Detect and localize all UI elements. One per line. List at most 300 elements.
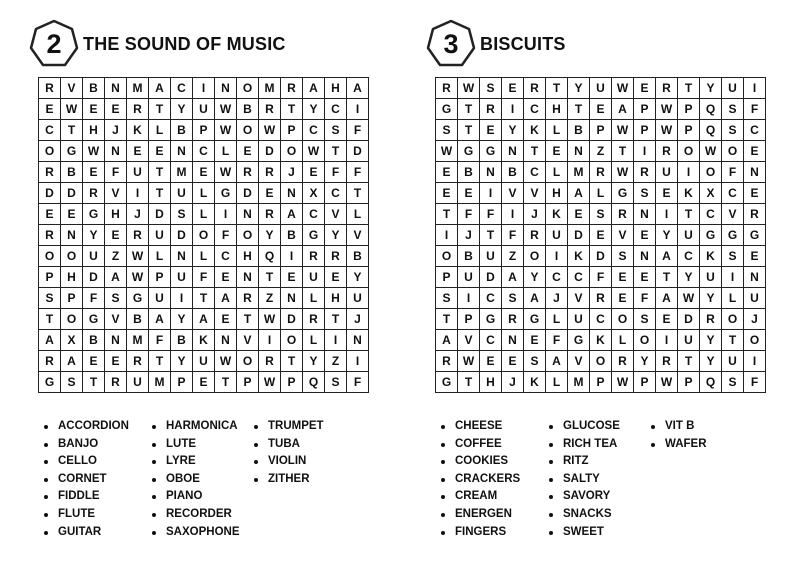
grid-cell: A xyxy=(215,288,237,309)
grid-cell: B xyxy=(171,330,193,351)
grid-cell: T xyxy=(259,267,281,288)
grid-cell: N xyxy=(347,330,369,351)
grid-cell: A xyxy=(436,330,458,351)
grid-cell: V xyxy=(722,204,744,225)
grid-cell: E xyxy=(237,141,259,162)
grid-cell: J xyxy=(105,120,127,141)
word-item: RITZ xyxy=(547,453,649,471)
grid-cell: U xyxy=(127,372,149,393)
grid-cell: S xyxy=(634,309,656,330)
grid-cell: V xyxy=(458,330,480,351)
grid-cell: W xyxy=(612,120,634,141)
grid-cell: E xyxy=(634,78,656,99)
grid-cell: F xyxy=(149,330,171,351)
grid-cell: W xyxy=(259,120,281,141)
grid-cell: G xyxy=(39,372,61,393)
grid-cell: C xyxy=(325,99,347,120)
grid-cell: V xyxy=(568,288,590,309)
grid-cell: T xyxy=(149,183,171,204)
grid-cell: T xyxy=(61,120,83,141)
grid-cell: V xyxy=(61,78,83,99)
grid-cell: W xyxy=(458,78,480,99)
grid-cell: B xyxy=(347,246,369,267)
word-item: CHEESE xyxy=(439,418,547,436)
grid-cell: O xyxy=(524,246,546,267)
grid-cell: E xyxy=(656,183,678,204)
grid-cell: K xyxy=(678,183,700,204)
grid-cell: G xyxy=(458,141,480,162)
grid-cell: E xyxy=(325,267,347,288)
grid-cell: B xyxy=(83,330,105,351)
word-item: ACCORDION xyxy=(42,418,150,436)
grid-cell: T xyxy=(458,120,480,141)
grid-cell: U xyxy=(458,267,480,288)
grid-cell: Y xyxy=(171,99,193,120)
grid-cell: L xyxy=(193,183,215,204)
grid-cell: O xyxy=(744,330,766,351)
grid-cell: C xyxy=(744,120,766,141)
grid-cell: N xyxy=(281,183,303,204)
word-list xyxy=(439,418,749,541)
word-item: COFFEE xyxy=(439,436,547,454)
grid-cell: R xyxy=(612,351,634,372)
grid-cell: V xyxy=(502,183,524,204)
grid-cell: L xyxy=(546,372,568,393)
grid-cell: F xyxy=(480,204,502,225)
grid-cell: A xyxy=(568,183,590,204)
grid-cell: C xyxy=(700,204,722,225)
grid-cell: E xyxy=(281,267,303,288)
grid-cell: P xyxy=(436,267,458,288)
grid-cell: G xyxy=(436,99,458,120)
word-item: ZITHER xyxy=(252,471,352,489)
grid-cell: Y xyxy=(700,330,722,351)
grid-cell: S xyxy=(480,78,502,99)
grid-cell: U xyxy=(656,162,678,183)
grid-cell: T xyxy=(193,288,215,309)
grid-cell: N xyxy=(171,246,193,267)
grid-cell: E xyxy=(61,204,83,225)
grid-cell: F xyxy=(590,267,612,288)
grid-cell: L xyxy=(722,288,744,309)
grid-cell: F xyxy=(744,99,766,120)
grid-cell: G xyxy=(480,141,502,162)
grid-cell: D xyxy=(237,183,259,204)
grid-cell: T xyxy=(678,351,700,372)
grid-cell: A xyxy=(303,78,325,99)
grid-cell: D xyxy=(171,225,193,246)
grid-cell: E xyxy=(524,330,546,351)
grid-cell: O xyxy=(281,141,303,162)
grid-cell: C xyxy=(480,330,502,351)
grid-cell: G xyxy=(83,204,105,225)
grid-cell: A xyxy=(656,246,678,267)
word-column xyxy=(547,418,649,541)
word-item: SWEET xyxy=(547,524,649,542)
grid-cell: U xyxy=(127,162,149,183)
grid-cell: E xyxy=(502,78,524,99)
grid-cell: I xyxy=(458,288,480,309)
grid-cell: O xyxy=(722,309,744,330)
grid-cell: I xyxy=(215,204,237,225)
grid-cell: T xyxy=(568,99,590,120)
grid-cell: F xyxy=(83,288,105,309)
grid-cell: J xyxy=(546,288,568,309)
grid-cell: E xyxy=(193,372,215,393)
grid-cell: L xyxy=(546,309,568,330)
grid-cell: N xyxy=(237,204,259,225)
grid-cell: C xyxy=(722,183,744,204)
grid-cell: L xyxy=(612,330,634,351)
grid-cell: A xyxy=(149,309,171,330)
grid-cell: T xyxy=(480,225,502,246)
grid-cell: N xyxy=(215,78,237,99)
grid-cell: W xyxy=(127,267,149,288)
grid-cell: F xyxy=(105,162,127,183)
grid-cell: K xyxy=(590,330,612,351)
grid-cell: T xyxy=(149,99,171,120)
word-item: RICH TEA xyxy=(547,436,649,454)
grid-cell: R xyxy=(127,225,149,246)
grid-cell: W xyxy=(215,351,237,372)
grid-cell: T xyxy=(722,330,744,351)
grid-cell: O xyxy=(436,246,458,267)
grid-cell: P xyxy=(149,267,171,288)
puzzle-number-badge xyxy=(28,18,80,70)
grid-cell: E xyxy=(39,99,61,120)
grid-cell: W xyxy=(215,99,237,120)
grid-cell: C xyxy=(590,309,612,330)
grid-cell: D xyxy=(281,309,303,330)
grid-cell: Y xyxy=(700,78,722,99)
grid-cell: V xyxy=(105,183,127,204)
grid-cell: V xyxy=(105,309,127,330)
grid-cell: R xyxy=(634,162,656,183)
grid-cell: R xyxy=(259,162,281,183)
grid-cell: O xyxy=(634,330,656,351)
puzzle-number: 3 xyxy=(443,29,459,59)
grid-cell: P xyxy=(678,372,700,393)
grid-cell: Y xyxy=(259,225,281,246)
grid-cell: C xyxy=(480,288,502,309)
grid-cell: R xyxy=(590,288,612,309)
grid-cell: N xyxy=(744,162,766,183)
grid-cell: Q xyxy=(700,120,722,141)
grid-cell: O xyxy=(281,330,303,351)
grid-cell: T xyxy=(436,309,458,330)
grid-cell: I xyxy=(281,246,303,267)
grid-cell: Q xyxy=(259,246,281,267)
grid-cell: T xyxy=(524,141,546,162)
grid-cell: S xyxy=(325,120,347,141)
grid-cell: G xyxy=(568,330,590,351)
grid-cell: I xyxy=(171,288,193,309)
grid-cell: U xyxy=(678,330,700,351)
grid-cell: S xyxy=(436,120,458,141)
grid-cell: T xyxy=(149,162,171,183)
grid-cell: U xyxy=(722,78,744,99)
grid-cell: G xyxy=(480,309,502,330)
grid-cell: V xyxy=(347,225,369,246)
grid-cell: U xyxy=(744,288,766,309)
grid-cell: O xyxy=(61,246,83,267)
grid-cell: Y xyxy=(700,288,722,309)
grid-cell: R xyxy=(480,99,502,120)
grid-cell: T xyxy=(325,141,347,162)
grid-cell: T xyxy=(215,372,237,393)
grid-cell: C xyxy=(171,78,193,99)
grid-cell: J xyxy=(281,162,303,183)
grid-cell: M xyxy=(127,330,149,351)
grid-cell: O xyxy=(678,141,700,162)
grid-cell: N xyxy=(171,141,193,162)
word-list xyxy=(42,418,352,541)
grid-cell: T xyxy=(149,351,171,372)
puzzle-title: THE SOUND OF MUSIC xyxy=(83,34,286,54)
grid-cell: A xyxy=(193,309,215,330)
grid-cell: I xyxy=(678,162,700,183)
grid-cell: S xyxy=(105,288,127,309)
grid-cell: F xyxy=(502,225,524,246)
grid-cell: G xyxy=(612,183,634,204)
grid-cell: X xyxy=(700,183,722,204)
grid-cell: R xyxy=(105,372,127,393)
grid-cell: Q xyxy=(303,372,325,393)
word-item: SAXOPHONE xyxy=(150,524,252,542)
grid-cell: Y xyxy=(171,309,193,330)
grid-cell: T xyxy=(678,204,700,225)
word-item: VIOLIN xyxy=(252,453,352,471)
grid-cell: Y xyxy=(325,225,347,246)
grid-cell: N xyxy=(105,141,127,162)
grid-cell: Z xyxy=(105,246,127,267)
grid-cell: W xyxy=(303,141,325,162)
grid-cell: T xyxy=(612,141,634,162)
grid-cell: E xyxy=(590,99,612,120)
grid-cell: W xyxy=(656,120,678,141)
grid-cell: O xyxy=(61,309,83,330)
grid-cell: E xyxy=(568,204,590,225)
grid-cell: S xyxy=(524,351,546,372)
grid-cell: H xyxy=(480,372,502,393)
word-item: LUTE xyxy=(150,436,252,454)
grid-cell: P xyxy=(590,120,612,141)
grid-cell: H xyxy=(325,288,347,309)
grid-cell: I xyxy=(259,330,281,351)
grid-cell: K xyxy=(524,372,546,393)
grid-cell: S xyxy=(722,120,744,141)
grid-cell: I xyxy=(744,78,766,99)
grid-cell: Q xyxy=(700,99,722,120)
grid-cell: W xyxy=(259,372,281,393)
grid-cell: D xyxy=(678,309,700,330)
grid-cell: L xyxy=(590,183,612,204)
grid-cell: J xyxy=(127,204,149,225)
grid-cell: R xyxy=(325,246,347,267)
grid-cell: U xyxy=(83,246,105,267)
grid-cell: I xyxy=(546,246,568,267)
grid-cell: C xyxy=(568,267,590,288)
word-item: TUBA xyxy=(252,436,352,454)
grid-cell: T xyxy=(436,204,458,225)
grid-cell: G xyxy=(61,141,83,162)
grid-cell: R xyxy=(39,162,61,183)
grid-cell: U xyxy=(590,78,612,99)
word-column xyxy=(42,418,150,541)
grid-cell: W xyxy=(215,120,237,141)
grid-cell: S xyxy=(171,204,193,225)
grid-cell: V xyxy=(612,225,634,246)
grid-cell: J xyxy=(502,372,524,393)
grid-cell: J xyxy=(744,309,766,330)
grid-cell: C xyxy=(325,183,347,204)
word-item: SALTY xyxy=(547,471,649,489)
word-item: WAFER xyxy=(649,436,749,454)
grid-cell: P xyxy=(458,309,480,330)
grid-cell: U xyxy=(347,288,369,309)
grid-cell: I xyxy=(722,267,744,288)
grid-cell: G xyxy=(700,225,722,246)
grid-cell: S xyxy=(590,204,612,225)
grid-cell: N xyxy=(502,141,524,162)
grid-cell: I xyxy=(325,330,347,351)
grid-cell: E xyxy=(634,267,656,288)
grid-cell: G xyxy=(215,183,237,204)
grid-cell: B xyxy=(502,162,524,183)
grid-cell: I xyxy=(127,183,149,204)
grid-cell: F xyxy=(215,225,237,246)
grid-cell: W xyxy=(436,141,458,162)
grid-cell: Y xyxy=(502,120,524,141)
grid-cell: T xyxy=(458,372,480,393)
grid-cell: P xyxy=(61,288,83,309)
grid-cell: I xyxy=(502,204,524,225)
grid-cell: Z xyxy=(259,288,281,309)
grid-cell: T xyxy=(458,99,480,120)
grid-cell: O xyxy=(722,141,744,162)
grid-cell: L xyxy=(303,288,325,309)
grid-cell: G xyxy=(303,225,325,246)
grid-cell: D xyxy=(259,141,281,162)
grid-cell: F xyxy=(347,120,369,141)
grid-cell: R xyxy=(502,309,524,330)
grid-cell: E xyxy=(458,183,480,204)
grid-cell: U xyxy=(171,183,193,204)
word-item: ENERGEN xyxy=(439,506,547,524)
grid-cell: O xyxy=(612,309,634,330)
grid-cell: I xyxy=(347,99,369,120)
grid-cell: D xyxy=(590,246,612,267)
grid-cell: W xyxy=(127,246,149,267)
grid-cell: R xyxy=(127,99,149,120)
word-item: CORNET xyxy=(42,471,150,489)
grid-cell: N xyxy=(61,225,83,246)
grid-cell: S xyxy=(722,372,744,393)
grid-cell: E xyxy=(744,183,766,204)
grid-cell: T xyxy=(39,309,61,330)
grid-cell: F xyxy=(193,267,215,288)
grid-cell: L xyxy=(347,204,369,225)
grid-cell: S xyxy=(722,99,744,120)
grid-cell: G xyxy=(744,225,766,246)
grid-cell: I xyxy=(656,330,678,351)
grid-cell: N xyxy=(634,246,656,267)
grid-cell: Y xyxy=(634,351,656,372)
grid-cell: H xyxy=(546,99,568,120)
word-column xyxy=(649,418,749,541)
grid-cell: E xyxy=(436,183,458,204)
grid-cell: O xyxy=(39,141,61,162)
grid-cell: C xyxy=(546,267,568,288)
grid-cell: N xyxy=(744,267,766,288)
grid-cell: P xyxy=(281,372,303,393)
grid-cell: Y xyxy=(171,351,193,372)
grid-cell: O xyxy=(237,351,259,372)
grid-cell: F xyxy=(546,330,568,351)
grid-cell: X xyxy=(303,183,325,204)
grid-cell: E xyxy=(590,225,612,246)
grid-cell: M xyxy=(568,162,590,183)
grid-cell: E xyxy=(546,141,568,162)
grid-cell: E xyxy=(656,309,678,330)
grid-cell: I xyxy=(193,78,215,99)
grid-cell: G xyxy=(524,309,546,330)
word-column xyxy=(252,418,352,541)
grid-cell: G xyxy=(722,225,744,246)
grid-cell: C xyxy=(678,246,700,267)
grid-cell: Y xyxy=(347,267,369,288)
grid-cell: S xyxy=(612,246,634,267)
grid-cell: L xyxy=(303,330,325,351)
word-item: FINGERS xyxy=(439,524,547,542)
grid-cell: M xyxy=(171,162,193,183)
grid-cell: A xyxy=(656,288,678,309)
grid-cell: J xyxy=(347,309,369,330)
grid-cell: A xyxy=(105,267,127,288)
grid-cell: S xyxy=(325,372,347,393)
word-item: COOKIES xyxy=(439,453,547,471)
grid-cell: W xyxy=(458,351,480,372)
grid-cell: J xyxy=(458,225,480,246)
word-column xyxy=(150,418,252,541)
grid-cell: D xyxy=(39,183,61,204)
grid-cell: O xyxy=(39,246,61,267)
grid-cell: H xyxy=(546,183,568,204)
grid-cell: R xyxy=(612,204,634,225)
grid-cell: K xyxy=(700,246,722,267)
word-item: HARMONICA xyxy=(150,418,252,436)
grid-cell: B xyxy=(171,120,193,141)
grid-cell: Y xyxy=(568,78,590,99)
word-item: OBOE xyxy=(150,471,252,489)
word-item: VIT B xyxy=(649,418,749,436)
grid-cell: G xyxy=(436,372,458,393)
grid-cell: A xyxy=(39,330,61,351)
grid-cell: W xyxy=(612,372,634,393)
grid-cell: T xyxy=(281,99,303,120)
grid-cell: R xyxy=(39,225,61,246)
word-item: CRACKERS xyxy=(439,471,547,489)
grid-cell: N xyxy=(105,78,127,99)
grid-cell: X xyxy=(61,330,83,351)
grid-cell: B xyxy=(237,99,259,120)
grid-cell: T xyxy=(678,78,700,99)
grid-cell: P xyxy=(634,99,656,120)
grid-cell: C xyxy=(524,162,546,183)
grid-cell: S xyxy=(39,288,61,309)
grid-cell: R xyxy=(656,141,678,162)
grid-cell: A xyxy=(502,267,524,288)
